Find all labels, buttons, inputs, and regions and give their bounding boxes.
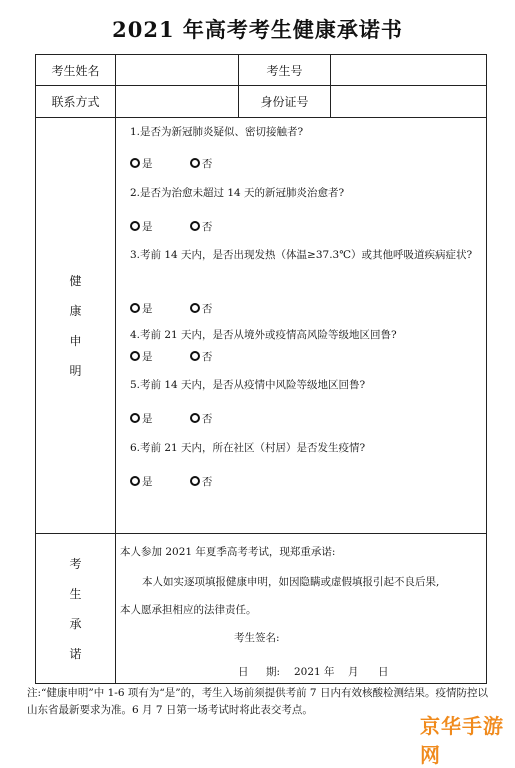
pledge-line-3: 本人愿承担相应的法律责任。 [120,604,257,616]
contact-field[interactable] [116,86,239,118]
question-4: 4.考前 21 天内，是否从境外或疫情高风险等级地区回鲁? [130,329,397,341]
question-5: 5.考前 14 天内，是否从疫情中风险等级地区回鲁? [130,379,366,391]
health-label-char: 申 [69,333,82,348]
health-label-char: 健 [69,273,82,288]
option-yes[interactable]: 是 [130,301,153,316]
option-no[interactable]: 否 [190,156,213,171]
question-1: 1.是否为新冠肺炎疑似、密切接触者? [130,126,304,138]
exam-no-label: 考生号 [239,55,331,86]
pledge-form-table [35,54,487,684]
radio-icon [130,476,140,486]
option-yes[interactable]: 是 [130,156,153,171]
question-6-options [130,474,246,489]
date-month: 月 [348,666,359,678]
option-no[interactable]: 否 [190,349,213,364]
pledge-label-char: 承 [69,616,82,631]
health-label-char: 明 [69,363,82,378]
radio-icon [190,221,200,231]
radio-icon [130,158,140,168]
pledge-label-char: 考 [69,556,82,571]
contact-label: 联系方式 [36,86,116,118]
signature-label: 考生签名: [234,632,280,644]
pledge-label [36,534,116,684]
radio-icon [130,413,140,423]
question-4-options [130,349,246,364]
date-label-2: 期: [266,666,281,678]
option-yes[interactable]: 是 [130,411,153,426]
health-declaration-label [36,118,116,534]
date-label: 日 [238,666,249,678]
page-title: 2021 年高考考生健康承诺书 [112,17,403,42]
radio-icon [190,303,200,313]
pledge-line-1: 本人参加 2021 年夏季高考考试，现郑重承诺: [120,546,336,558]
question-3-options [130,301,246,316]
question-3: 3.考前 14 天内，是否出现发热（体温≥37.3℃）或其他呼吸道疾病症状? [130,249,473,261]
radio-icon [190,476,200,486]
name-field[interactable] [116,55,239,86]
pledge-line-2: 本人如实逐项填报健康申明，如因隐瞒或虚假填报引起不良后果, [142,576,440,588]
pledge-label-char: 诺 [69,646,82,661]
question-2-options [130,219,246,234]
option-no[interactable]: 否 [190,411,213,426]
date-year: 2021 年 [294,666,335,678]
question-5-options [130,411,246,426]
date-day: 日 [378,666,389,678]
question-2: 2.是否为治愈未超过 14 天的新冠肺炎治愈者? [130,187,345,199]
health-questions [116,118,487,534]
id-label: 身份证号 [239,86,331,118]
footnote: 注:“健康申明”中 1-6 项有为“是”的，考生入场前须提供考前 7 日内有效核酸检测结果。疫情防控以山东省最新要求为准。6 月 7 日第一场考试时将此表交考点。 [27,687,488,716]
option-yes[interactable]: 是 [130,219,153,234]
option-no[interactable]: 否 [190,474,213,489]
radio-icon [130,351,140,361]
question-1-options [130,156,246,171]
option-no[interactable]: 否 [190,301,213,316]
name-label: 考生姓名 [36,55,116,86]
radio-icon [190,158,200,168]
health-label-char: 康 [69,303,82,318]
id-field[interactable] [331,86,487,118]
option-yes[interactable]: 是 [130,474,153,489]
radio-icon [190,351,200,361]
question-6: 6.考前 21 天内，所在社区（村居）是否发生疫情? [130,442,366,454]
pledge-label-char: 生 [69,586,82,601]
radio-icon [130,221,140,231]
option-yes[interactable]: 是 [130,349,153,364]
pledge-content [116,534,487,684]
option-no[interactable]: 否 [190,219,213,234]
exam-no-field[interactable] [331,55,487,86]
watermark-logo: 京华手游网 [420,714,504,767]
radio-icon [130,303,140,313]
radio-icon [190,413,200,423]
